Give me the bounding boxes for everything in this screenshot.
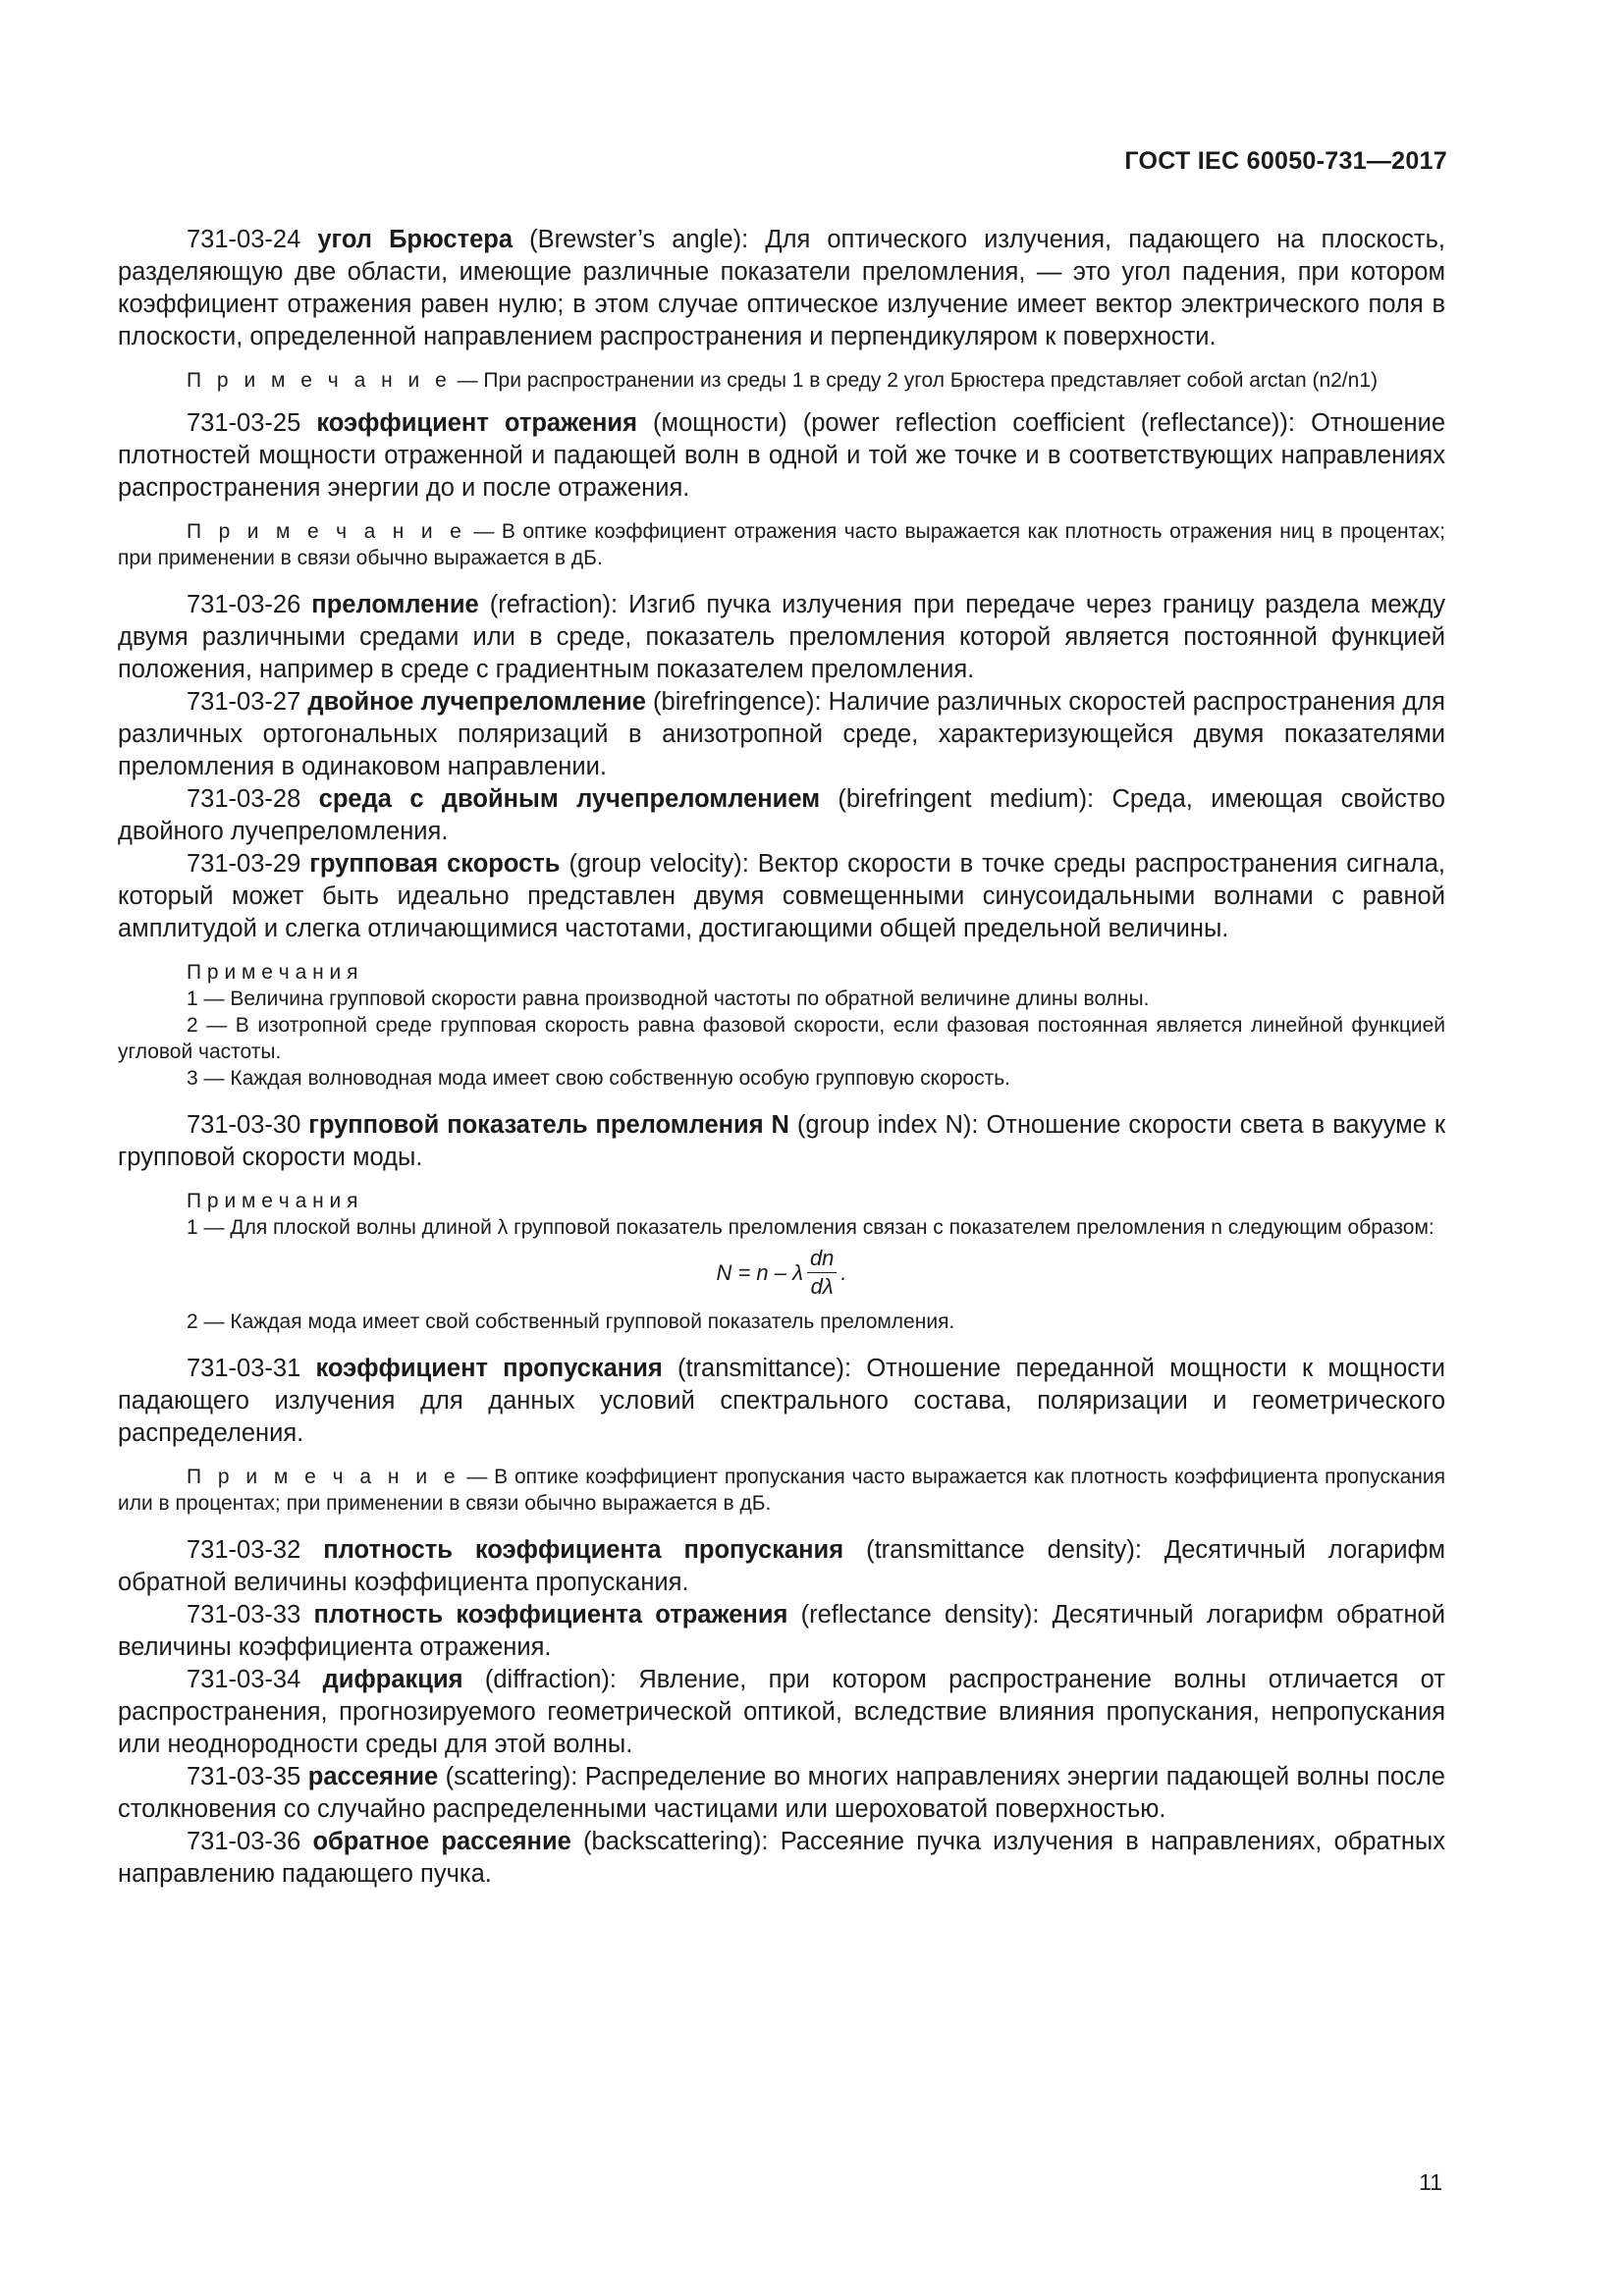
note-text: — В оптике коэффициент отражения часто выражается как плотность отражения ниц в процентах; при применении в связи обычно выражается в дБ. (118, 520, 1445, 569)
term-definition: (Brewster’s angle): Для оптического излучения, падающего на плоскость, разделяющую две области, имеющие различные показатели преломления, — это угол падения, при котором коэффициент отражения равен нулю; в этом случае оптическое излучение имеет вектор электрического поля в плоскости, определенной направлением распространения и перпендикуляром к поверхности. (118, 226, 1445, 350)
term-name: коэффициент отражения (316, 409, 637, 437)
note-label: П р и м е ч а н и е (187, 369, 452, 392)
note-label: П р и м е ч а н и е (187, 520, 466, 543)
document-header: ГОСТ IEC 60050-731—2017 (1124, 147, 1447, 175)
term-definition: (scattering): Распределение во многих направлениях энергии падающей волны после столкновения со случайно распределенными частицами или шероховатой поверхностью. (118, 1763, 1445, 1823)
term-entry (118, 783, 1445, 848)
term-note (118, 518, 1445, 571)
term-number: 731-03-25 (187, 409, 301, 437)
note-item: 2 — Каждая мода имеет свой собственный групповой показатель преломления. (187, 1310, 955, 1333)
formula-denominator: dλ (810, 1274, 834, 1299)
term-definition: (birefringence): Наличие различных скоростей распространения для различных ортогональных поляризаций в анизотропной среде, характеризующейся двумя показателями преломления в одинаковом направлении. (118, 688, 1445, 780)
term-definition: (birefringent medium): Среда, имеющая свойство двойного лучепреломления. (118, 785, 1445, 845)
term-definition: (transmittance density): Десятичный логарифм обратной величины коэффициента пропускания. (118, 1536, 1445, 1596)
term-name: коэффициент пропускания (315, 1355, 663, 1382)
term-entry (118, 1109, 1445, 1174)
notes-label: П р и м е ч а н и я (187, 1190, 358, 1212)
term-definition: (refraction): Изгиб пучка излучения при передаче через границу раздела между двумя различными средами или в среде, показатель преломления которой является постоянной функцией положения, например в среде с градиентным показателем преломления. (118, 591, 1445, 683)
term-definition: (group velocity): Вектор скорости в точке среды распространения сигнала, который может быть идеально представлен двумя совмещенными синусоидальными волнами с равной амплитудой и слегка отличающимися частотами, достигающими общей предельной величины. (118, 850, 1446, 942)
term-note (118, 1464, 1445, 1517)
page-number: 11 (1419, 2169, 1442, 2195)
term-number: 731-03-31 (187, 1355, 301, 1382)
term-definition: (backscattering): Рассеяние пучка излучения в направлениях, обратных направлению падающего пучка. (118, 1828, 1445, 1888)
term-number: 731-03-34 (187, 1666, 301, 1693)
term-name: групповая скорость (309, 850, 561, 878)
term-entry (118, 1664, 1445, 1761)
term-entry (118, 1599, 1445, 1664)
group-index-formula (118, 1245, 1445, 1301)
term-number: 731-03-30 (187, 1111, 301, 1139)
note-item: 2 — В изотропной среде групповая скорость равна фазовой скорости, если фазовая постоянная является линейной функцией угловой частоты. (118, 1014, 1445, 1063)
term-definition: (group index N): Отношение скорости света в вакууме к групповой скорости моды. (118, 1111, 1445, 1171)
note-item: 1 — Для плоской волны длиной λ групповой показатель преломления связан с показателем преломления n следующим образом: (187, 1216, 1435, 1239)
term-note (118, 367, 1445, 394)
formula-numerator: dn (807, 1245, 837, 1273)
term-definition: (мощности) (power reflection coefficient (reflectance)): Отношение плотностей мощности отраженной и падающей волн в одной и той же точке и в соответствующих направлениях распространения энергии до и после отражения. (118, 409, 1445, 502)
term-name: преломление (311, 591, 479, 618)
term-number: 731-03-32 (187, 1536, 301, 1564)
term-name: плотность коэффициента отражения (313, 1601, 788, 1629)
term-entry (118, 589, 1445, 686)
term-name: обратное рассеяние (312, 1828, 571, 1855)
term-entry (118, 1534, 1445, 1599)
term-number: 731-03-29 (187, 850, 301, 878)
term-number: 731-03-33 (187, 1601, 301, 1629)
note-label: П р и м е ч а н и е (187, 1466, 460, 1488)
term-definition: (transmittance): Отношение переданной мощности к мощности падающего излучения для данных условий спектрального состава, поляризации и геометрического распределения. (118, 1355, 1445, 1447)
notes-label: П р и м е ч а н и я (187, 961, 358, 984)
note-text: — При распространении из среды 1 в среду 2 угол Брюстера представляет собой arctan (n2/n1) (451, 369, 1378, 392)
term-number: 731-03-28 (187, 785, 301, 813)
term-name: плотность коэффициента пропускания (323, 1536, 844, 1564)
term-entry (118, 686, 1445, 783)
term-entry (118, 1761, 1445, 1826)
formula-fraction (807, 1245, 837, 1301)
term-number: 731-03-27 (187, 688, 301, 716)
term-number: 731-03-36 (187, 1828, 301, 1855)
term-number: 731-03-26 (187, 591, 301, 618)
term-entry (118, 1826, 1445, 1891)
note-item: 3 — Каждая волноводная мода имеет свою собственную особую групповую скорость. (187, 1067, 1010, 1090)
term-name: угол Брюстера (317, 226, 514, 253)
document-body (118, 224, 1445, 1891)
formula-end: . (840, 1259, 847, 1285)
term-name: среда с двойным лучепреломлением (318, 785, 821, 813)
term-entry (118, 224, 1445, 353)
note-text: — В оптике коэффициент пропускания часто выражается как плотность коэффициента пропускания или в процентах; при применении в связи обычно выражается в дБ. (118, 1466, 1446, 1515)
formula-lhs: N = n – λ (716, 1259, 803, 1285)
term-entry (118, 848, 1445, 945)
term-name: дифракция (322, 1666, 463, 1693)
term-entry (118, 407, 1445, 505)
term-definition: (reflectance density): Десятичный логарифм обратной величины коэффициента отражения. (118, 1601, 1445, 1661)
term-entry (118, 1353, 1445, 1450)
term-number: 731-03-24 (187, 226, 301, 253)
term-definition: (diffraction): Явление, при котором распространение волны отличается от распространения, прогнозируемого геометрической оптикой, вследствие влияния пропускания, непропускания или неоднородности среды для этой волны. (118, 1666, 1445, 1758)
note-item: 1 — Величина групповой скорости равна производной частоты по обратной величине длины волны. (187, 988, 1150, 1010)
term-number: 731-03-35 (187, 1763, 301, 1790)
term-name: рассеяние (307, 1763, 439, 1790)
term-name: двойное лучепреломление (307, 688, 646, 716)
term-name: групповой показатель преломления N (308, 1111, 789, 1139)
